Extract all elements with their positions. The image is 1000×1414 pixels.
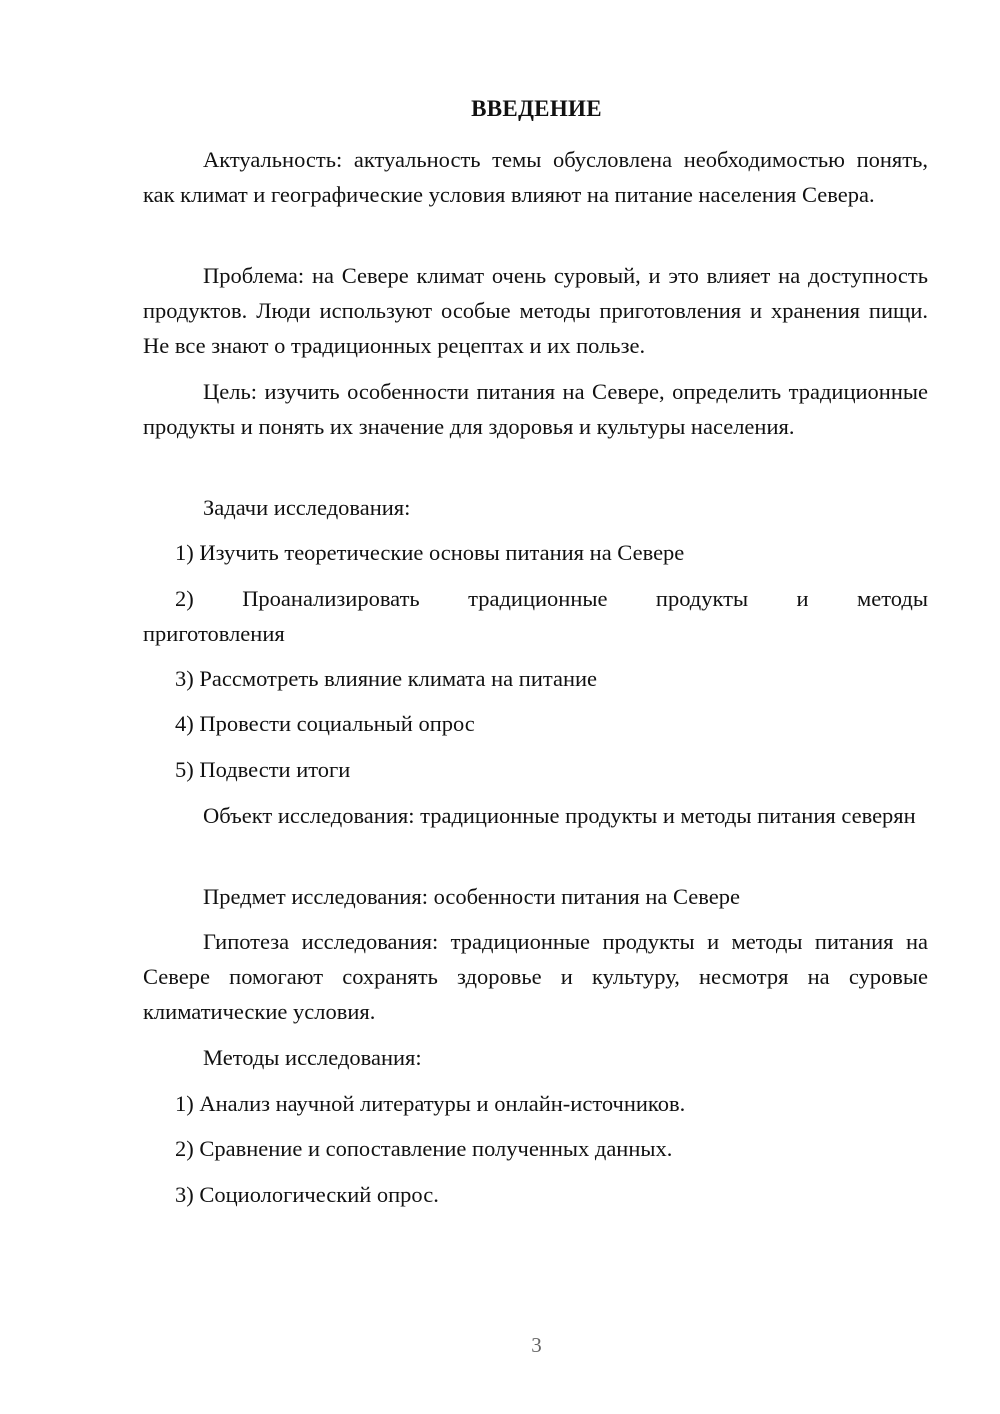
tasks-heading: Задачи исследования: <box>203 495 411 520</box>
method-item-3: 3) Социологический опрос. <box>175 1182 439 1207</box>
task-item-2-continuation: приготовления <box>143 621 285 646</box>
goal-paragraph: Цель: изучить особенности питания на Севере, определить традиционные продукты и понять их значение для здоровья и культуры населения. <box>143 379 928 439</box>
subject-paragraph: Предмет исследования: особенности питания на Севере <box>203 884 741 909</box>
page-title: ВВЕДЕНИЕ <box>471 96 602 121</box>
task-item-1: 1) Изучить теоретические основы питания на Севере <box>175 540 685 565</box>
task-item-2-word: методы <box>857 586 928 611</box>
task-item-2-first-line <box>143 581 928 616</box>
methods-heading: Методы исследования: <box>203 1045 422 1070</box>
method-item-2: 2) Сравнение и сопоставление полученных данных. <box>175 1136 673 1161</box>
task-item-2-word: 2) <box>175 586 194 611</box>
task-item-2-word: и <box>796 586 809 611</box>
page-number: 3 <box>531 1333 542 1357</box>
task-item-2 <box>143 581 928 651</box>
hypothesis-paragraph: Гипотеза исследования: традиционные продукты и методы питания на Севере помогают сохранять здоровье и культуру, несмотря на суровые климатические условия. <box>143 929 928 1024</box>
task-item-2-word: продукты <box>655 586 749 611</box>
task-item-2-word: Проанализировать <box>242 586 420 611</box>
task-item-3: 3) Рассмотреть влияние климата на питание <box>175 666 598 691</box>
task-item-5: 5) Подвести итоги <box>175 757 351 782</box>
task-item-4: 4) Провести социальный опрос <box>175 711 475 736</box>
relevance-paragraph: Актуальность: актуальность темы обусловлена необходимостью понять, как климат и географические условия влияют на питание населения Севера. <box>143 147 928 207</box>
task-item-2-word: традиционные <box>468 586 608 611</box>
problem-paragraph: Проблема: на Севере климат очень суровый, и это влияет на доступность продуктов. Люди используют особые методы приготовления и хранения пищи. Не все знают о традиционных рецептах и их пользе. <box>143 263 928 358</box>
method-item-1: 1) Анализ научной литературы и онлайн-источников. <box>175 1091 686 1116</box>
object-paragraph: Объект исследования: традиционные продукты и методы питания северян <box>203 803 916 828</box>
